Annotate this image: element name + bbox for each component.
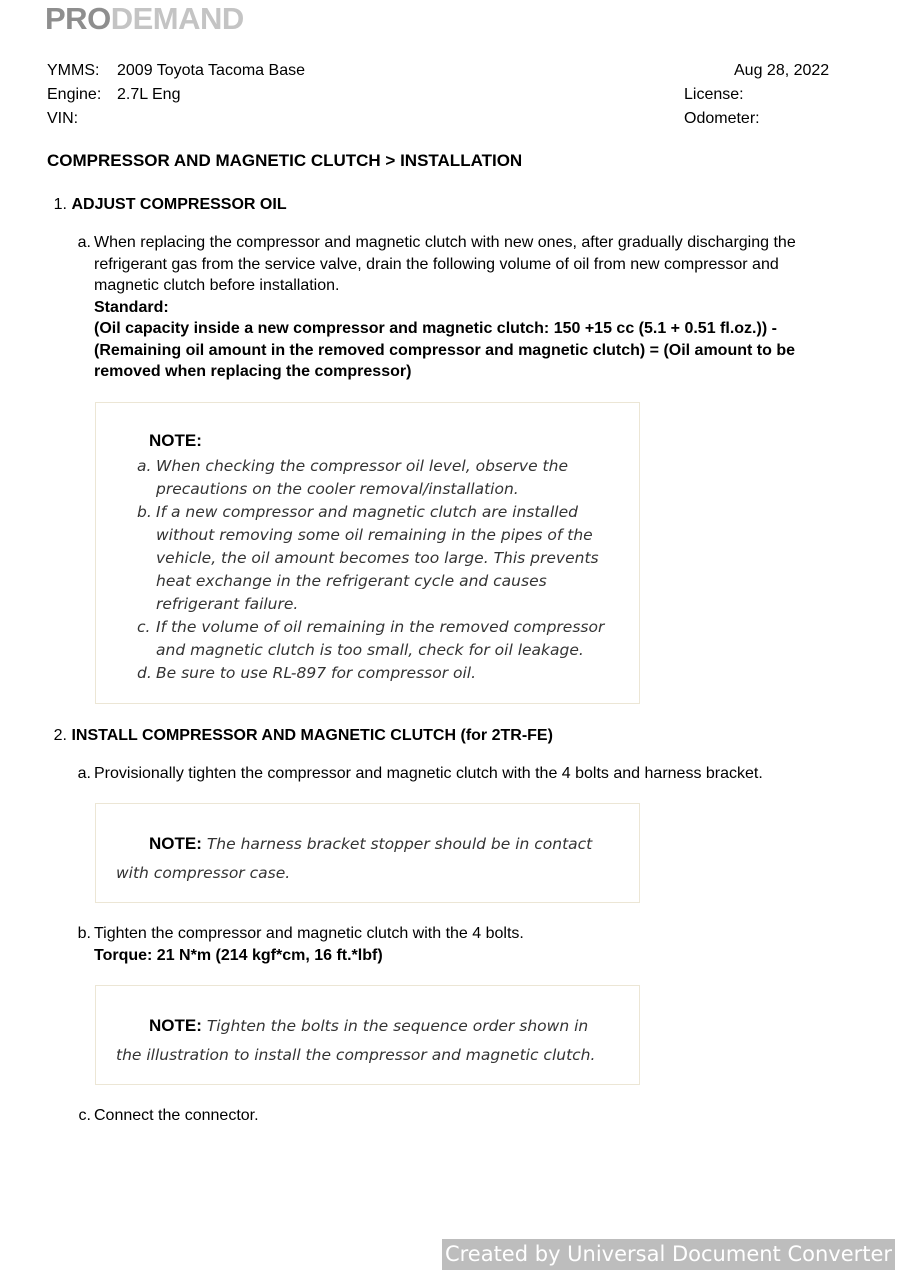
ymms-row — [47, 61, 305, 81]
note-line: If the volume of oil remaining in the removed compressor — [156, 618, 605, 636]
note-box-sequence — [95, 985, 640, 1085]
engine-label: Engine: — [47, 86, 102, 103]
note-item — [137, 662, 639, 685]
text-line: Tighten the compressor and magnetic clutch with the 4 bolts. — [94, 925, 524, 942]
date: Aug 28, 2022 — [734, 62, 830, 79]
step-title: ADJUST COMPRESSOR OIL — [71, 196, 287, 213]
step-2-heading — [45, 725, 553, 746]
step-1-heading — [45, 194, 287, 215]
note-box-harness — [95, 803, 640, 903]
engine-value: 2.7L Eng — [117, 86, 181, 103]
note-box-oil — [95, 402, 640, 704]
step-1a — [77, 232, 854, 383]
note-item — [137, 616, 639, 662]
note-heading: NOTE: — [149, 1016, 202, 1035]
text-line: magnetic clutch before installation. — [94, 277, 340, 294]
item-letter: a. — [77, 234, 91, 251]
note-letter: d. — [137, 664, 152, 682]
note-line: If a new compressor and magnetic clutch are installed — [156, 503, 578, 521]
item-letter: a. — [77, 765, 91, 782]
note-text: Tighten the bolts in the sequence order shown in — [206, 1017, 589, 1035]
note-line: and magnetic clutch is too small, check for oil leakage. — [156, 641, 584, 659]
standard-label: Standard: — [94, 298, 169, 316]
torque-spec: Torque: 21 N*m (214 kgf*cm, 16 ft.*lbf) — [94, 946, 383, 964]
note-heading: NOTE: — [149, 431, 202, 450]
standard-line: (Oil capacity inside a new compressor and magnetic clutch: 150 +15 cc (5.1 + 0.51 fl.oz.)) - — [94, 320, 777, 337]
note-text: The harness bracket stopper should be in contact — [206, 835, 593, 853]
standard-line: (Remaining oil amount in the removed compressor and magnetic clutch) = (Oil amount to be — [94, 341, 795, 359]
ymms-label: YMMS: — [47, 62, 100, 79]
note-item — [137, 455, 639, 501]
step-title: INSTALL COMPRESSOR AND MAGNETIC CLUTCH (for 2TR-FE) — [71, 727, 553, 744]
text-line: When replacing the compressor and magnetic clutch with new ones, after gradually discharging the — [94, 234, 796, 251]
note-letter: c. — [137, 618, 151, 636]
note-letter: a. — [137, 457, 152, 475]
license-label: License: — [684, 86, 744, 103]
note-heading: NOTE: — [149, 834, 202, 853]
step-number: 2. — [53, 727, 67, 744]
text-line: refrigerant gas from the service valve, drain the following volume of oil from new compressor and — [94, 255, 779, 273]
note-line: precautions on the cooler removal/installation. — [156, 480, 519, 498]
standard-line: removed when replacing the compressor) — [94, 363, 412, 380]
item-letter: b. — [77, 925, 91, 942]
step-2c — [78, 1105, 854, 1127]
note-line: without removing some oil remaining in the pipes of the — [156, 526, 593, 544]
prodemand-logo: PRODEMAND — [45, 1, 244, 36]
note-line: Be sure to use RL-897 for compressor oil. — [156, 664, 477, 682]
step-2b — [77, 923, 854, 966]
text-line: Provisionally tighten the compressor and magnetic clutch with the 4 bolts and harness bracket. — [94, 765, 763, 782]
note-line — [116, 829, 639, 859]
engine-row — [47, 85, 180, 105]
note-line: with compressor case. — [116, 864, 291, 882]
note-line: vehicle, the oil amount becomes too large. This prevents — [156, 549, 599, 567]
note-line: heat exchange in the refrigerant cycle and causes — [156, 572, 547, 590]
step-2a — [77, 763, 854, 785]
note-line: refrigerant failure. — [156, 595, 299, 613]
note-line — [116, 1011, 639, 1041]
note-letter: b. — [137, 503, 152, 521]
note-item — [137, 501, 639, 616]
note-line: When checking the compressor oil level, observe the — [156, 457, 568, 475]
vin-label: VIN: — [47, 110, 79, 127]
note-line: the illustration to install the compressor and magnetic clutch. — [116, 1046, 596, 1064]
ymms-value: 2009 Toyota Tacoma Base — [117, 62, 305, 79]
page-title: COMPRESSOR AND MAGNETIC CLUTCH > INSTALLATION — [47, 151, 523, 170]
note-list — [137, 455, 639, 685]
odometer-label: Odometer: — [684, 110, 760, 127]
watermark-banner: Created by Universal Document Converter — [442, 1239, 895, 1270]
text-line: Connect the connector. — [94, 1107, 259, 1124]
step-number: 1. — [53, 196, 67, 213]
vin-row — [47, 109, 117, 129]
item-letter: c. — [78, 1107, 91, 1124]
